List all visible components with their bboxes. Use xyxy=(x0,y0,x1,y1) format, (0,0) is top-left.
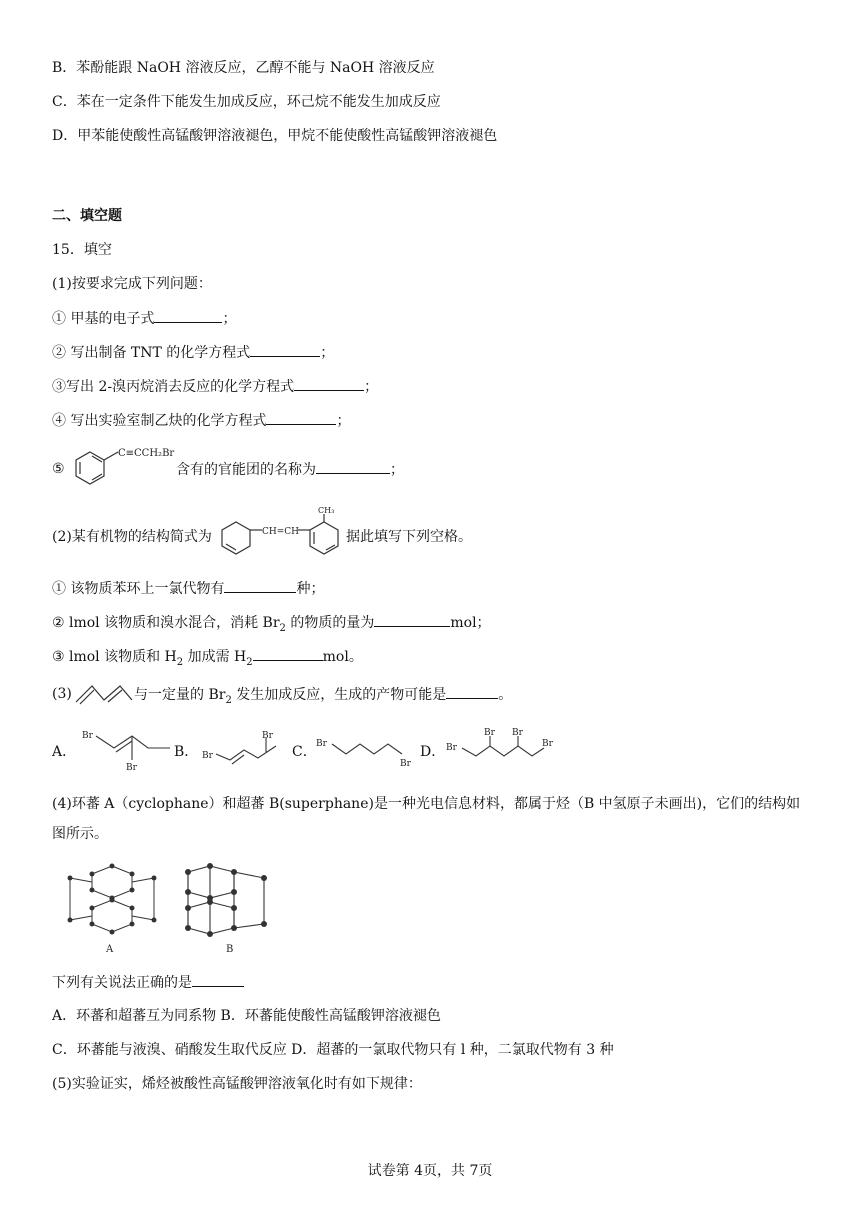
subscript: 2 xyxy=(225,694,232,706)
br-label: Br xyxy=(202,751,213,761)
br-label: Br xyxy=(446,743,457,753)
struct-top-label: CH₃ xyxy=(318,506,335,515)
option-b-structure xyxy=(200,730,284,770)
part4-options-cd[interactable]: C．环蕃能与液溴、硝酸发生取代反应 D．超蕃的一氯取代物只有 l 种，二氯取代物有 3 种 xyxy=(52,1042,614,1058)
part3-prefix: (3) xyxy=(52,686,72,702)
option-c-label[interactable]: C． xyxy=(292,744,317,760)
part1-intro: (1)按要求完成下列问题： xyxy=(52,276,212,292)
part1-q2-text: ② 写出制备 TNT 的化学方程式 xyxy=(52,345,251,361)
br-label: Br xyxy=(484,728,495,738)
punct: ； xyxy=(320,345,335,361)
answer-blank[interactable] xyxy=(316,459,390,474)
unit: mol。 xyxy=(322,649,363,665)
part5-text: (5)实验证实，烯烃被酸性高锰酸钾溶液氧化时有如下规律： xyxy=(52,1076,422,1092)
struct-label: C≡CCH₂Br xyxy=(118,448,175,459)
answer-blank[interactable] xyxy=(154,308,222,323)
option-d-structure xyxy=(444,726,560,772)
cyclophane-figure xyxy=(58,858,278,958)
answer-blank[interactable] xyxy=(192,972,244,987)
br-label: Br xyxy=(262,731,273,741)
question-number: 15．填空 xyxy=(52,242,112,258)
part4-line1: (4)环蕃 A（cyclophane）和超蕃 B(superphane)是一种光电信息材料，都属于烃（B 中氢原子未画出)，它们的结构如 xyxy=(52,796,801,812)
part2-q2-text-b: 的物质的量为 xyxy=(285,615,375,631)
part1-q1-text: ① 甲基的电子式 xyxy=(52,311,155,327)
part2-q3-text: ③ lmol 该物质和 H xyxy=(52,649,177,665)
answer-blank[interactable] xyxy=(250,342,320,357)
figure-b-caption: B xyxy=(226,944,234,955)
part4-question-text: 下列有关说法正确的是 xyxy=(52,975,192,991)
part4-line2: 图所示。 xyxy=(52,826,108,842)
subscript: 2 xyxy=(279,622,286,634)
page-footer: 试卷第 4页，共 7页 xyxy=(367,1163,493,1179)
punct: ； xyxy=(364,379,379,395)
part1-q3-text: ③写出 2-溴丙烷消去反应的化学方程式 xyxy=(52,379,295,395)
choice-option-b: B．苯酚能跟 NaOH 溶液反应，乙醇不能与 NaOH 溶液反应 xyxy=(52,60,435,76)
figure-a-caption: A xyxy=(106,944,114,955)
part2-intro-b: 据此填写下列空格。 xyxy=(346,529,472,545)
option-b-label[interactable]: B． xyxy=(174,744,199,760)
option-a-structure xyxy=(80,726,174,776)
br-label: Br xyxy=(126,763,137,773)
part1-q4 xyxy=(52,410,350,431)
br-label: Br xyxy=(316,739,327,749)
option-d-label[interactable]: D． xyxy=(420,744,446,760)
part2-q3-text-b: 加成需 H xyxy=(183,649,247,665)
option-a-label[interactable]: A． xyxy=(52,744,77,760)
part3-question xyxy=(134,684,512,711)
choice-option-c: C．苯在一定条件下能发生加成反应，环己烷不能发生加成反应 xyxy=(52,94,441,110)
part3-text-b: 发生加成反应，生成的产物可能是 xyxy=(231,687,447,703)
part1-q4-text: ④ 写出实验室制乙炔的化学方程式 xyxy=(52,413,267,429)
answer-blank[interactable] xyxy=(224,578,296,593)
part2-q2 xyxy=(52,612,491,639)
part2-q1-text: ① 该物质苯环上一氯代物有 xyxy=(52,581,225,597)
part1-q2 xyxy=(52,342,334,363)
part1-q1 xyxy=(52,308,236,329)
organic-structure-figure xyxy=(218,506,346,566)
br-label: Br xyxy=(82,731,93,741)
struct-mid-label: CH=CH xyxy=(262,527,300,537)
answer-blank[interactable] xyxy=(374,612,450,627)
punct: 种； xyxy=(296,581,325,597)
answer-blank[interactable] xyxy=(253,646,323,661)
phenyl-propargyl-bromide-structure xyxy=(70,440,180,494)
answer-blank[interactable] xyxy=(266,410,336,425)
butadiene-structure xyxy=(74,682,134,706)
part1-q5-text: 含有的官能团的名称为 xyxy=(176,462,316,478)
part2-q2-text: ② lmol 该物质和溴水混合，消耗 Br xyxy=(52,615,280,631)
option-c-structure xyxy=(314,730,414,770)
br-label: Br xyxy=(542,739,553,749)
punct: ； xyxy=(336,413,351,429)
punct: ； xyxy=(390,462,404,478)
answer-blank[interactable] xyxy=(294,376,364,391)
part4-question xyxy=(52,972,244,993)
punct: ； xyxy=(222,311,237,327)
punct: 。 xyxy=(498,687,513,703)
part2-intro-a: (2)某有机物的结构简式为 xyxy=(52,529,212,545)
answer-blank[interactable] xyxy=(446,684,498,699)
part2-q1 xyxy=(52,578,324,599)
part2-q3 xyxy=(52,646,363,673)
unit: mol； xyxy=(450,615,491,631)
br-label: Br xyxy=(512,728,523,738)
part1-q3 xyxy=(52,376,378,397)
part1-q5-mark: ⑤ xyxy=(52,461,65,477)
section-title: 二、填空题 xyxy=(52,208,122,224)
part3-text: 与一定量的 Br xyxy=(134,687,226,703)
choice-option-d: D．甲苯能使酸性高锰酸钾溶液褪色，甲烷不能使酸性高锰酸钾溶液褪色 xyxy=(52,128,498,144)
subscript: 2 xyxy=(246,656,253,668)
part1-q5 xyxy=(176,459,404,480)
br-label: Br xyxy=(400,759,411,769)
subscript: 2 xyxy=(176,656,184,668)
part4-options-ab[interactable]: A．环蕃和超蕃互为同系物 B．环蕃能使酸性高锰酸钾溶液褪色 xyxy=(52,1008,441,1024)
